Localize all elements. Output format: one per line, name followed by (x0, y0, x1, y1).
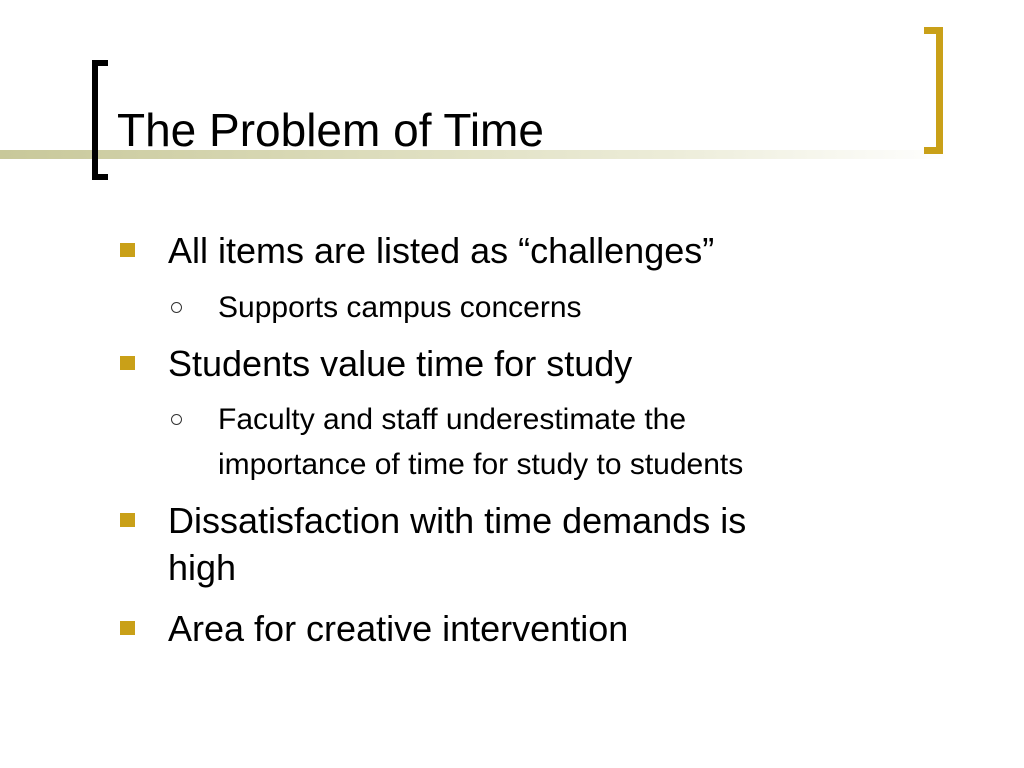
sub-bullet-text: importance of time for study to students (218, 448, 744, 481)
square-bullet-icon (120, 356, 135, 370)
bullet-text: high (168, 547, 237, 588)
bullet-text: All items are listed as “challenges” (168, 230, 715, 271)
slide-title: The Problem of Time (117, 104, 544, 156)
right-bracket-decoration (924, 27, 943, 154)
sub-bullet-item (218, 285, 582, 331)
bullet-continuation (168, 545, 236, 591)
sub-bullet-text: Faculty and staff underestimate the (218, 403, 687, 436)
square-bullet-icon (120, 243, 135, 257)
bullet-text: Students value time for study (168, 343, 633, 384)
bullet-text: Area for creative intervention (168, 608, 629, 649)
sub-bullet-continuation (218, 442, 743, 488)
bullet-item (168, 228, 714, 274)
sub-bullet-text: Supports campus concerns (218, 291, 582, 324)
bullet-text: Dissatisfaction with time demands is (168, 500, 747, 541)
square-bullet-icon (120, 513, 135, 527)
sub-bullet-item (218, 397, 686, 443)
bullet-item (168, 341, 632, 387)
circle-bullet-icon (171, 414, 182, 425)
bullet-item (168, 606, 628, 652)
circle-bullet-icon (171, 302, 182, 313)
square-bullet-icon (120, 621, 135, 635)
bullet-item (168, 498, 746, 544)
left-bracket-decoration (92, 60, 108, 180)
